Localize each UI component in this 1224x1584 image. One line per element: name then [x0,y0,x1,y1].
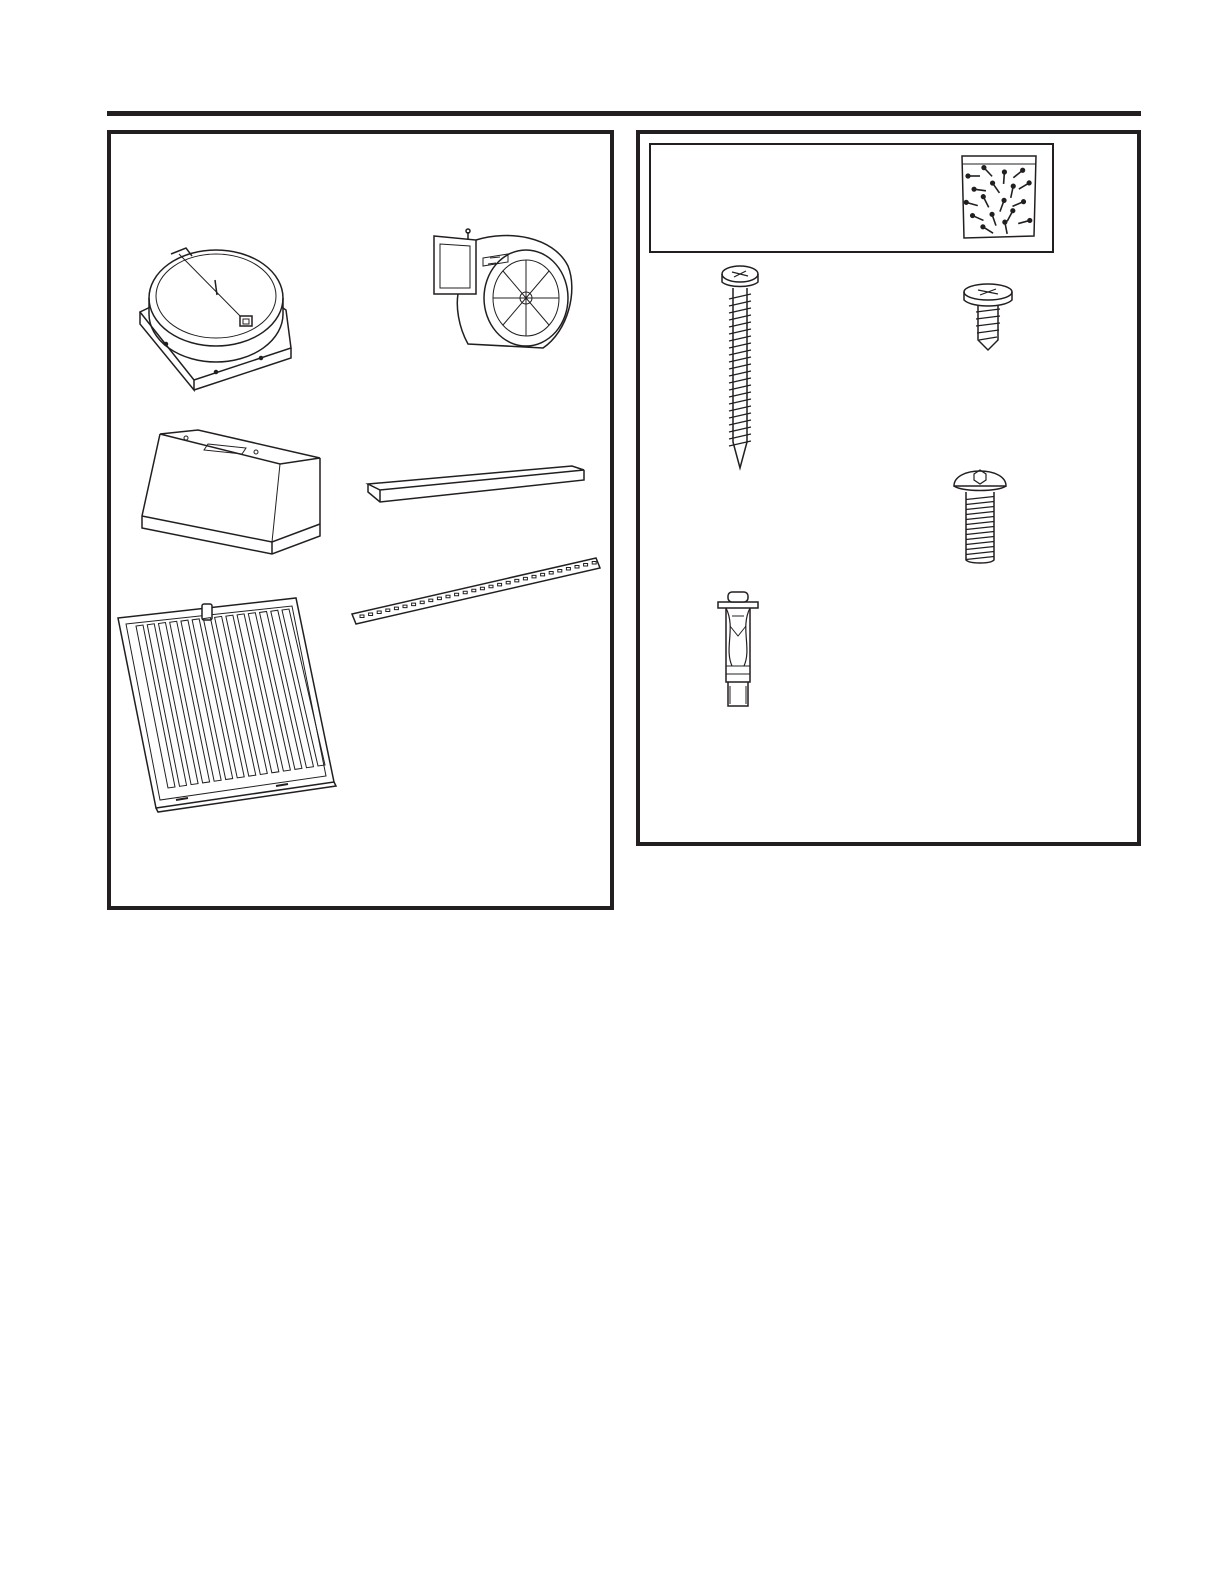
trim-channel-icon [366,462,586,504]
wall-anchor-icon [716,588,760,708]
hood-body-icon [138,430,323,555]
mounting-bracket-icon [350,554,602,628]
blower-motor-icon [428,226,578,356]
machine-screw-icon [950,462,1010,566]
hardware-bag-icon [960,154,1038,242]
short-sheet-metal-screw-icon [960,282,1016,352]
round-duct-adapter-icon [136,240,296,390]
header-rule [107,111,1141,116]
baffle-filter-icon [116,596,338,812]
long-wood-screw-icon [716,262,764,474]
